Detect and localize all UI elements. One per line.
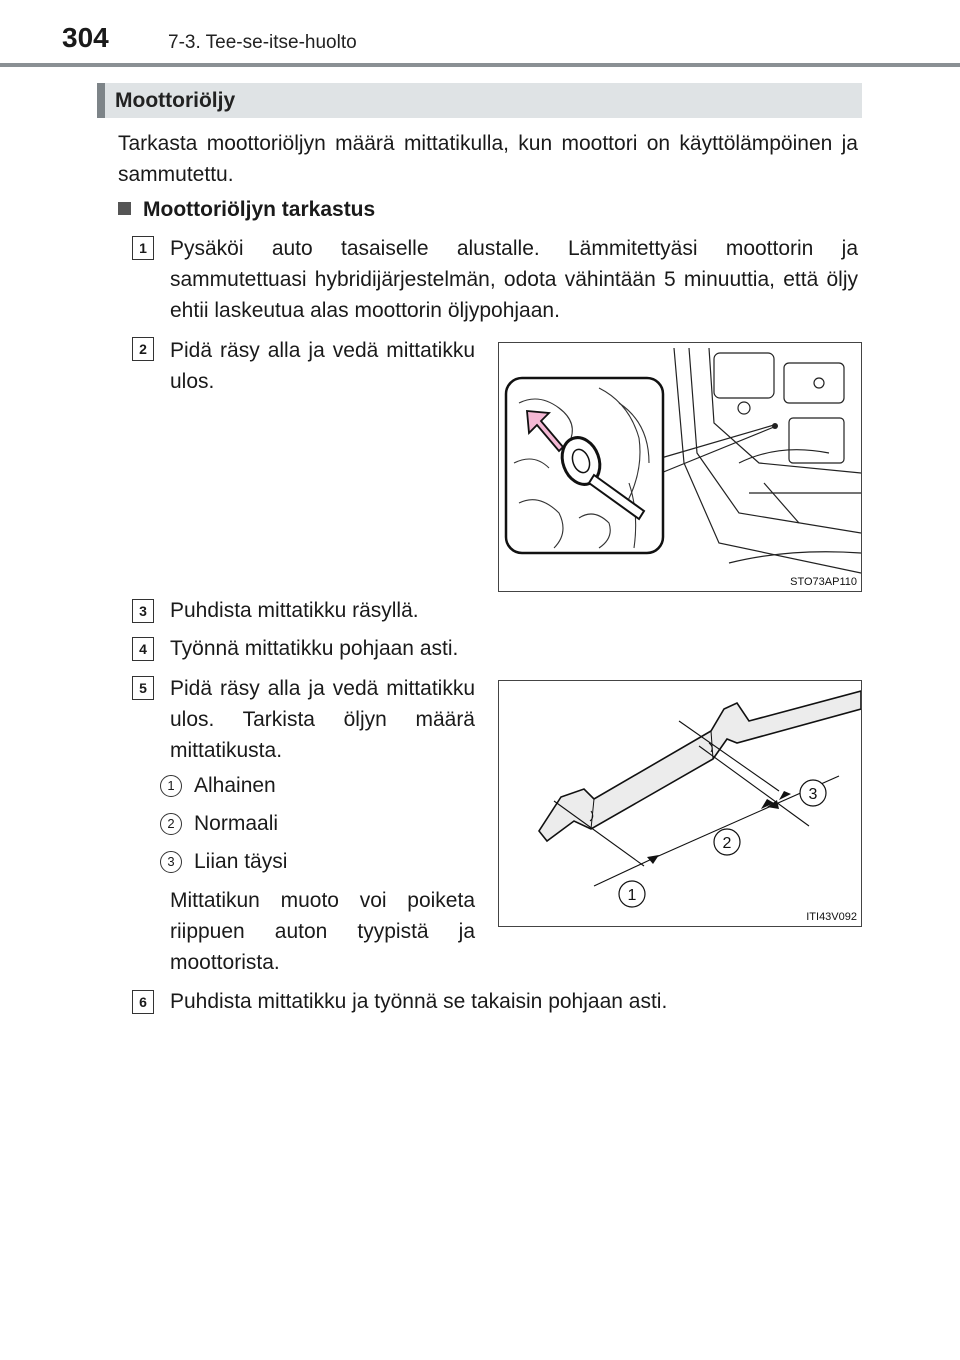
step-number-4: 4 bbox=[132, 637, 154, 661]
dipstick-shape-note: Mittatikun muoto voi poiketa riippuen auton tyypistä ja moottorista. bbox=[170, 889, 475, 974]
figure-code: STO73AP110 bbox=[790, 576, 857, 588]
step-number-1: 1 bbox=[132, 236, 154, 260]
header-divider bbox=[0, 63, 960, 67]
step-text-1: Pysäköi auto tasaiselle alustalle. Lämmitettyäsi moottorin ja sammutettuasi hybridijärjestelmän, odota vähintään 5 minuuttia, että öljy ehtii laskeutua alas moottorin öljypohjaan. bbox=[170, 237, 858, 322]
page-number: 304 bbox=[62, 22, 109, 53]
section-heading-bar bbox=[97, 83, 862, 118]
legend-number-2: 2 bbox=[160, 813, 182, 835]
step-text-2: Pidä räsy alla ja vedä mittatikku ulos. bbox=[170, 339, 475, 393]
legend-number-3: 3 bbox=[160, 851, 182, 873]
legend-label-1: Alhainen bbox=[194, 774, 276, 797]
step-number-5: 5 bbox=[132, 676, 154, 700]
figure-code: ITI43V092 bbox=[806, 911, 857, 923]
subsection-title: Moottoriöljyn tarkastus bbox=[143, 198, 376, 221]
step-number-2: 2 bbox=[132, 337, 154, 361]
callout-1: 1 bbox=[627, 887, 637, 904]
square-bullet-icon bbox=[118, 202, 131, 215]
callout-2: 2 bbox=[722, 835, 732, 852]
subsection-heading bbox=[118, 198, 375, 222]
step-text-6: Puhdista mittatikku ja työnnä se takaisin pohjaan asti. bbox=[170, 990, 668, 1013]
step-number-3: 3 bbox=[132, 599, 154, 623]
dipstick-figure bbox=[498, 680, 862, 927]
engine-bay-illustration bbox=[499, 343, 861, 591]
step-text-3: Puhdista mittatikku räsyllä. bbox=[170, 599, 419, 622]
chapter-title: 7-3. Tee-se-itse-huolto bbox=[168, 32, 357, 53]
step-number-6: 6 bbox=[132, 990, 154, 1014]
step-text-4: Työnnä mittatikku pohjaan asti. bbox=[170, 637, 459, 660]
legend-label-3: Liian täysi bbox=[194, 850, 288, 873]
engine-bay-figure bbox=[498, 342, 862, 592]
legend-label-2: Normaali bbox=[194, 812, 279, 835]
section-title: Moottoriöljy bbox=[115, 89, 236, 112]
step-text-5: Pidä räsy alla ja vedä mittatikku ulos. Tarkista öljyn määrä mittatikusta. bbox=[170, 677, 475, 762]
intro-paragraph: Tarkasta moottoriöljyn määrä mittatikulla, kun moottori on käyttölämpöinen ja sammutettu. bbox=[118, 132, 858, 186]
callout-3: 3 bbox=[808, 786, 818, 803]
legend-number-1: 1 bbox=[160, 775, 182, 797]
dipstick-illustration bbox=[499, 681, 861, 926]
